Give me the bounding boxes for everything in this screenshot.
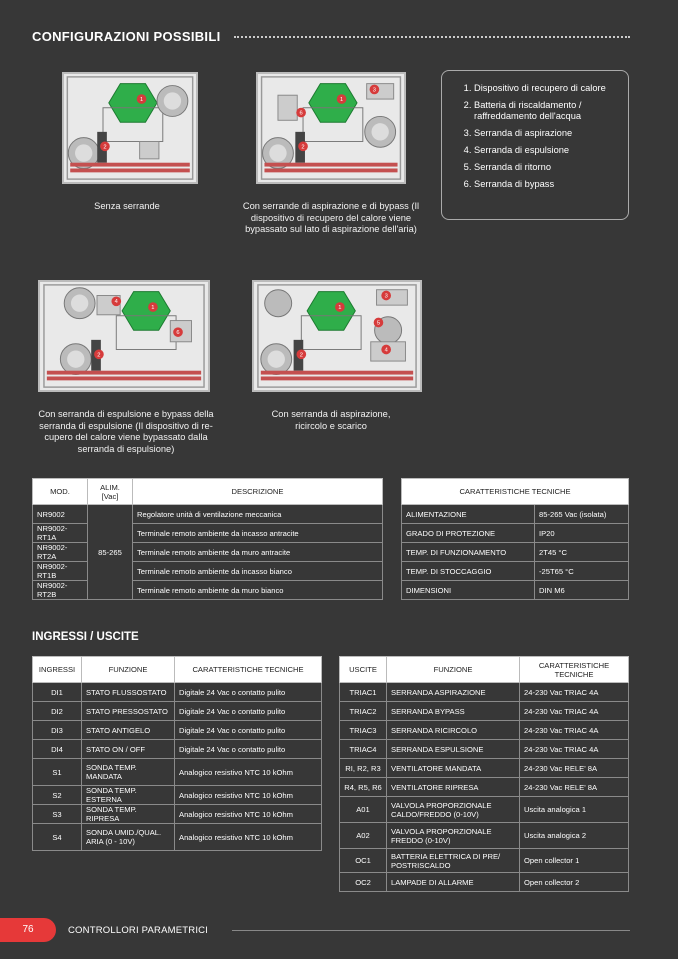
hvac-unit-diagram (258, 74, 404, 182)
table-cell: IP20 (535, 524, 629, 543)
legend-box (441, 70, 629, 220)
table-cell: SERRANDA RICIRCOLO (387, 721, 520, 740)
config-caption: Con serranda di aspirazione, ricircolo e scarico (271, 409, 391, 431)
table-cell: RI, R2, R3 (340, 759, 387, 778)
inputs-table (32, 656, 322, 851)
config-caption: Con serrande di aspirazione e di bypass (Il dispositivo di recupero del calore viene bypassato sul lato di aspirazione dell'aria) (242, 201, 420, 234)
table-cell: TRIAC2 (340, 702, 387, 721)
svg-text:6: 6 (176, 330, 180, 337)
table-cell: A01 (340, 797, 387, 823)
table-cell: DIMENSIONI (402, 581, 535, 600)
table-cell: DI4 (33, 740, 82, 759)
table-cell: TEMP. DI STOCCAGGIO (402, 562, 535, 581)
legend-item: 4. Serranda di espulsione (474, 145, 628, 156)
table-cell: NR9002 (33, 505, 88, 524)
hvac-unit-diagram (64, 74, 196, 182)
table-cell: Analogico resistivo NTC 10 kOhm (175, 759, 322, 786)
table-cell: Open collector 1 (520, 849, 629, 873)
table-cell: TRIAC1 (340, 683, 387, 702)
svg-text:3: 3 (384, 293, 388, 300)
table-header: INGRESSI (33, 657, 82, 683)
table-cell: VALVOLA PROPORZIONALE CALDO/FREDDO (0-10V) (387, 797, 520, 823)
table-cell: NR9002-RT1B (33, 562, 88, 581)
table-cell: 24-230 Vac TRIAC 4A (520, 740, 629, 759)
table-cell: SERRANDA ESPULSIONE (387, 740, 520, 759)
table-header: DESCRIZIONE (133, 479, 383, 505)
table-cell: S2 (33, 786, 82, 805)
hvac-unit-diagram (40, 282, 208, 390)
svg-text:5: 5 (376, 320, 381, 327)
svg-text:1: 1 (338, 305, 342, 311)
table-cell: 24-230 Vac RELE' 8A (520, 778, 629, 797)
table-cell: Digitale 24 Vac o contatto pulito (175, 683, 322, 702)
table-cell: 85-265 Vac (isolata) (535, 505, 629, 524)
table-cell: SONDA UMID./QUAL. ARIA (0 - 10V) (82, 824, 175, 851)
section-title: INGRESSI / USCITE (32, 631, 139, 643)
table-header: ALIM. [Vac] (88, 479, 133, 505)
table-cell: BATTERIA ELETTRICA DI PRE/ POSTRISCALDO (387, 849, 520, 873)
legend-item: 1. Dispositivo di recupero di calore (474, 83, 628, 94)
page-number: 76 (0, 918, 56, 942)
table-cell: TRIAC3 (340, 721, 387, 740)
legend-item: 3. Serranda di aspirazione (474, 128, 628, 139)
footer-section-title: CONTROLLORI PARAMETRICI (68, 925, 209, 936)
title-divider (234, 36, 630, 38)
hvac-unit-diagram (254, 282, 420, 390)
svg-text:1: 1 (139, 97, 144, 103)
table-cell: Terminale remoto ambiente da muro antracite (133, 543, 383, 562)
table-cell: STATO ON / OFF (82, 740, 175, 759)
svg-text:1: 1 (339, 97, 344, 103)
legend-item: 5. Serranda di ritorno (474, 162, 628, 173)
table-cell: DI3 (33, 721, 82, 740)
table-cell: 85-265 (88, 505, 133, 600)
models-table (32, 478, 383, 600)
table-cell: Analogico resistivo NTC 10 kOhm (175, 805, 322, 824)
table-cell: NR9002-RT2B (33, 581, 88, 600)
table-header: CARATTERISTICHE TECNICHE (175, 657, 322, 683)
table-cell: VALVOLA PROPORZIONALE FREDDO (0-10V) (387, 823, 520, 849)
table-cell: Analogico resistivo NTC 10 kOhm (175, 786, 322, 805)
table-cell: Terminale remoto ambiente da muro bianco (133, 581, 383, 600)
diagram-config-2 (256, 72, 406, 184)
table-cell: LAMPADE DI ALLARME (387, 873, 520, 892)
table-header: MOD. (33, 479, 88, 505)
table-cell: TRIAC4 (340, 740, 387, 759)
table-cell: Uscita analogica 2 (520, 823, 629, 849)
legend-item: 6. Serranda di bypass (474, 179, 628, 190)
tech-table (401, 478, 629, 600)
table-cell: SERRANDA ASPIRAZIONE (387, 683, 520, 702)
table-cell: STATO ANTIGELO (82, 721, 175, 740)
svg-text:6: 6 (299, 110, 303, 117)
table-cell: Digitale 24 Vac o contatto pulito (175, 740, 322, 759)
table-cell: NR9002-RT1A (33, 524, 88, 543)
config-caption: Con serranda di espulsione e bypass della serranda di espulsione (Il dispositivo di re-cupero del calore viene bypassato dalla serranda di espulsione) (38, 409, 214, 454)
table-cell: S3 (33, 805, 82, 824)
table-cell: Uscita analogica 1 (520, 797, 629, 823)
table-cell: DIN M6 (535, 581, 629, 600)
svg-text:2: 2 (299, 352, 303, 359)
table-header: USCITE (340, 657, 387, 683)
table-cell: OC1 (340, 849, 387, 873)
svg-text:2: 2 (97, 352, 101, 359)
table-cell: SERRANDA BYPASS (387, 702, 520, 721)
table-cell: -25T65 °C (535, 562, 629, 581)
table-cell: ALIMENTAZIONE (402, 505, 535, 524)
svg-text:1: 1 (151, 305, 155, 311)
table-cell: 24-230 Vac TRIAC 4A (520, 683, 629, 702)
table-cell: Terminale remoto ambiente da incasso bianco (133, 562, 383, 581)
table-cell: SONDA TEMP. RIPRESA (82, 805, 175, 824)
svg-text:4: 4 (384, 347, 388, 354)
table-cell: STATO PRESSOSTATO (82, 702, 175, 721)
table-cell: DI2 (33, 702, 82, 721)
diagram-config-4 (252, 280, 422, 392)
table-header: FUNZIONE (387, 657, 520, 683)
config-caption: Senza serrande (94, 201, 160, 211)
table-header: CARATTERISTICHE TECNICHE (520, 657, 629, 683)
table-cell: TEMP. DI FUNZIONAMENTO (402, 543, 535, 562)
table-cell: VENTILATORE MANDATA (387, 759, 520, 778)
footer-divider (232, 930, 630, 931)
table-cell: VENTILATORE RIPRESA (387, 778, 520, 797)
table-cell: DI1 (33, 683, 82, 702)
table-cell: Analogico resistivo NTC 10 kOhm (175, 824, 322, 851)
table-cell: Open collector 2 (520, 873, 629, 892)
table-header: FUNZIONE (82, 657, 175, 683)
table-cell: R4, R5, R6 (340, 778, 387, 797)
table-cell: GRADO DI PROTEZIONE (402, 524, 535, 543)
table-cell: NR9002-RT2A (33, 543, 88, 562)
table-cell: 2T45 °C (535, 543, 629, 562)
svg-text:2: 2 (301, 144, 305, 151)
table-cell: Digitale 24 Vac o contatto pulito (175, 721, 322, 740)
svg-text:2: 2 (103, 144, 107, 151)
legend-item: 2. Batteria di riscaldamento / raffreddamento dell'acqua (474, 100, 628, 122)
table-cell: S4 (33, 824, 82, 851)
diagram-config-3 (38, 280, 210, 392)
table-cell: Terminale remoto ambiente da incasso antracite (133, 524, 383, 543)
diagram-config-1 (62, 72, 198, 184)
page-title: CONFIGURAZIONI POSSIBILI (32, 29, 221, 44)
outputs-table (339, 656, 629, 892)
table-cell: Regolatore unità di ventilazione meccanica (133, 505, 383, 524)
table-cell: A02 (340, 823, 387, 849)
table-cell: S1 (33, 759, 82, 786)
table-cell: SONDA TEMP. MANDATA (82, 759, 175, 786)
table-header: CARATTERISTICHE TECNICHE (402, 479, 629, 505)
svg-text:3: 3 (372, 87, 377, 94)
svg-text:4: 4 (114, 299, 118, 306)
table-cell: 24-230 Vac TRIAC 4A (520, 721, 629, 740)
table-cell: Digitale 24 Vac o contatto pulito (175, 702, 322, 721)
table-cell: 24-230 Vac TRIAC 4A (520, 702, 629, 721)
table-cell: OC2 (340, 873, 387, 892)
table-cell: STATO FLUSSOSTATO (82, 683, 175, 702)
table-cell: SONDA TEMP. ESTERNA (82, 786, 175, 805)
table-cell: 24-230 Vac RELE' 8A (520, 759, 629, 778)
